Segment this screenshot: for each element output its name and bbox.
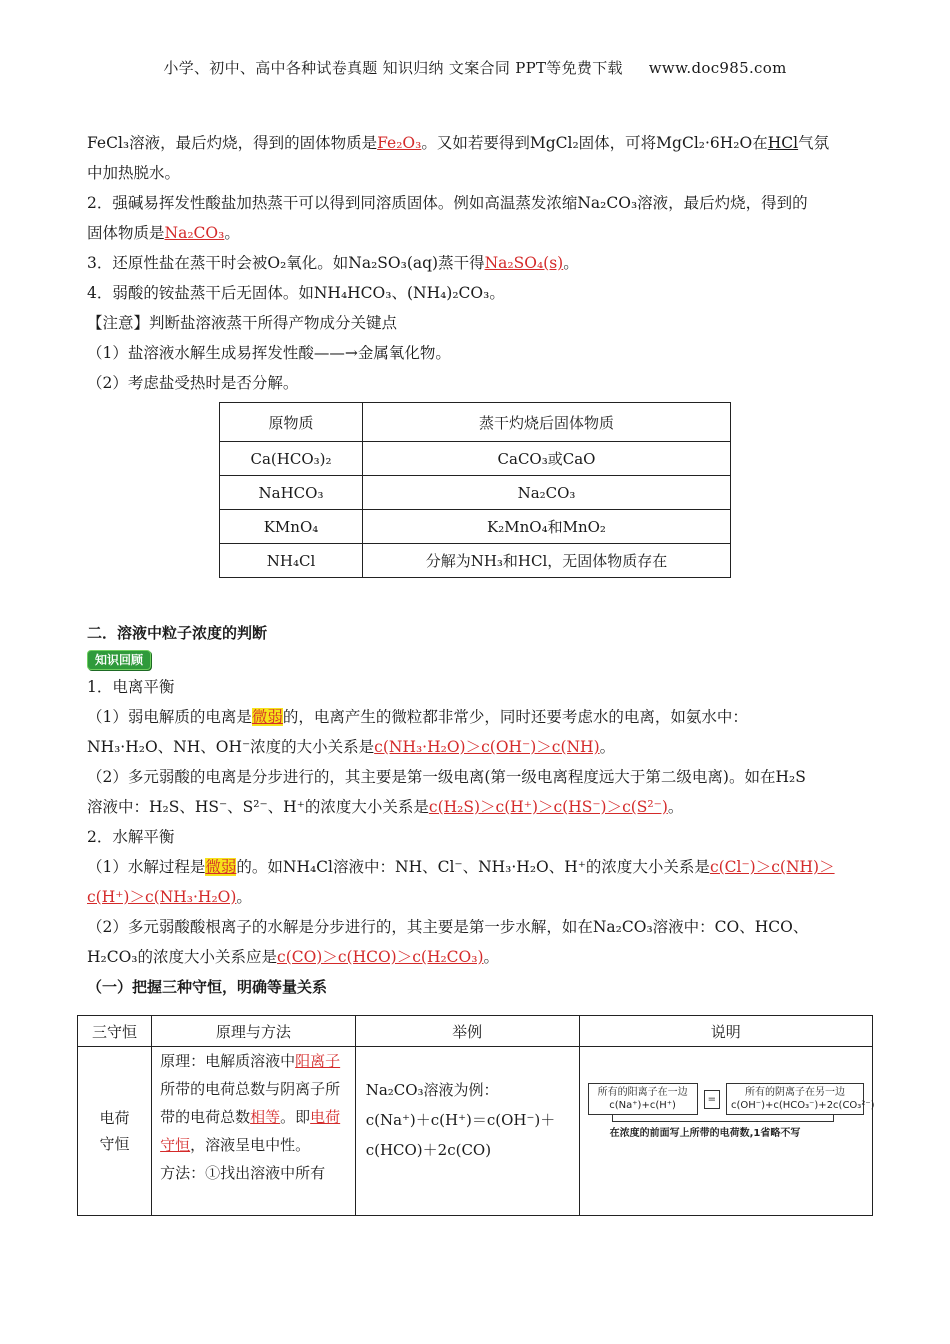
table-cell: Ca(HCO₃)₂	[220, 442, 363, 476]
answer-ammonia-order: c(NH₃·H₂O)＞c(OH⁻)＞c(NH)	[374, 738, 600, 756]
hydrolysis-1-cont	[87, 882, 867, 912]
conservation-table	[77, 1015, 873, 1216]
text: NH₃·H₂O、NH、OH⁻浓度的大小关系是	[87, 738, 375, 756]
table-header-cell: 原理与方法	[152, 1016, 356, 1047]
charge-conservation-name	[78, 1047, 152, 1216]
subheading-ionization: 1．电离平衡	[87, 678, 175, 696]
answer-nh4cl-order: c(Cl⁻)＞c(NH)＞	[709, 858, 835, 876]
paragraph-1-cont: 中加热脱水。	[87, 164, 181, 182]
table-cell: Na₂CO₃	[363, 476, 731, 510]
text: c(HCO)＋2c(CO)	[365, 1141, 492, 1159]
table-header-row	[220, 403, 731, 442]
table-header-cell: 举例	[355, 1016, 579, 1047]
text: c(OH⁻)+c(HCO₃⁻)+2c(CO₃²⁻)	[731, 1100, 875, 1111]
header-url[interactable]: www.doc985.com	[648, 59, 787, 77]
text: Na₂CO₃溶液为例：	[365, 1081, 499, 1099]
text: 3．还原性盐在蒸干时会被O₂氧化。如Na₂SO₃(aq)蒸干得	[87, 254, 485, 272]
knowledge-review-badge: 知识回顾	[87, 650, 151, 670]
highlight-weak: 微弱	[251, 708, 283, 726]
text: 。	[667, 798, 684, 816]
table-row	[78, 1047, 873, 1216]
main-content	[87, 128, 867, 398]
table-row	[220, 544, 731, 578]
note-1: （1）盐溶液水解生成易挥发性酸——→金属氧化物。	[87, 344, 451, 362]
ionization-1	[87, 702, 867, 732]
table-header-cell: 原物质	[220, 403, 363, 442]
table-cell: NH₄Cl	[220, 544, 363, 578]
note-2: （2）考虑盐受热时是否分解。	[87, 374, 299, 392]
page-header	[0, 57, 950, 78]
ionization-1-cont	[87, 732, 867, 762]
table-cell: NaHCO₃	[220, 476, 363, 510]
text: 溶液中：H₂S、HS⁻、S²⁻、H⁺的浓度大小关系是	[87, 798, 429, 816]
text: 所有的阳离子在一边	[597, 1087, 688, 1098]
paragraph-1	[87, 128, 867, 158]
text: 。即	[280, 1108, 311, 1126]
text: 所带的电荷总数与阴离子所带的电荷总数	[160, 1080, 341, 1126]
paragraph-2-cont	[87, 218, 867, 248]
principle-cell	[152, 1047, 356, 1216]
ionization-2: （2）多元弱酸的电离是分步进行的，其主要是第一级电离(第一级电离程度远大于第二级电离)。如在H₂S	[87, 768, 806, 786]
table-cell: CaCO₃或CaO	[363, 442, 731, 476]
answer-charge-conservation: 电荷守恒	[160, 1108, 341, 1154]
table-cell: KMnO₄	[220, 510, 363, 544]
text: H₂CO₃的浓度大小关系应是	[87, 948, 278, 966]
underlined-hcl: HCl	[767, 134, 799, 152]
answer-nh4cl-order-cont: c(H⁺)＞c(NH₃·H₂O)	[87, 888, 237, 906]
text: 。又如若要得到MgCl₂固体，可将MgCl₂·6H₂O在	[421, 134, 768, 152]
explanation-cell	[579, 1047, 875, 1216]
text: 2．强碱易挥发性酸盐加热蒸干可以得到同溶质固体。例如高温蒸发浓缩Na₂CO₃溶液，最后灼烧，得到的	[87, 194, 808, 212]
table-cell: 分解为NH₃和HCl，无固体物质存在	[363, 544, 731, 578]
answer-equal: 相等	[250, 1108, 281, 1126]
text: 。	[236, 888, 252, 906]
text: （1）弱电解质的电离是	[87, 708, 252, 726]
table-header-cell: 说明	[579, 1016, 872, 1047]
text: c(Na⁺)＋c(H⁺)＝c(OH⁻)＋	[365, 1111, 556, 1129]
answer-carbonate-order: c(CO)＞c(HCO)＞c(H₂CO₃)	[277, 948, 484, 966]
charge-balance-diagram	[588, 1083, 875, 1139]
table-header-cell: 蒸干灼烧后固体物质	[363, 403, 731, 442]
text: 。	[563, 254, 579, 272]
table-header-row	[78, 1016, 873, 1047]
table-row	[220, 476, 731, 510]
text: ，溶液呈电中性。	[190, 1136, 311, 1154]
answer-na2co3: Na₂CO₃	[164, 224, 225, 242]
diagram-note: 在浓度的前面写上所带的电荷数,1省略不写	[609, 1128, 801, 1139]
answer-fe2o3: Fe₂O₃	[377, 134, 422, 152]
brace-line	[612, 1115, 834, 1122]
text: 的，电离产生的微粒都非常少，同时还要考虑水的电离，如氨水中：	[282, 708, 748, 726]
text: c(Na⁺)+c(H⁺)	[609, 1100, 676, 1111]
text: 固体物质是	[87, 224, 165, 242]
table-row	[220, 510, 731, 544]
ionization-2-cont	[87, 792, 867, 822]
example-cell	[355, 1047, 579, 1216]
note-title: 【注意】判断盐溶液蒸干所得产物成分关键点	[87, 314, 398, 332]
text: 的。如NH₄Cl溶液中：NH、Cl⁻、NH₃·H₂O、H⁺的浓度大小关系是	[236, 858, 710, 876]
equals-box: =	[704, 1090, 720, 1109]
table-header-cell: 三守恒	[78, 1016, 152, 1047]
text: 气氛	[798, 134, 830, 152]
subheading-hydrolysis: 2．水解平衡	[87, 828, 175, 846]
text: 电荷守恒	[99, 1109, 130, 1153]
answer-na2so4: Na₂SO₄(s)	[484, 254, 564, 272]
paragraph-2	[87, 188, 867, 218]
cations-box	[588, 1083, 698, 1115]
text: 原理：电解质溶液中	[160, 1052, 296, 1070]
text: 方法：①找出溶液中所有	[160, 1164, 326, 1182]
text: （1）水解过程是	[87, 858, 206, 876]
text: 。	[599, 738, 616, 756]
header-text: 小学、初中、高中各种试卷真题 知识归纳 文案合同 PPT等免费下载	[163, 59, 623, 77]
answer-h2s-order: c(H₂S)＞c(H⁺)＞c(HS⁻)＞c(S²⁻)	[428, 798, 668, 816]
hydrolysis-2: （2）多元弱酸酸根离子的水解是分步进行的，其主要是第一步水解，如在Na₂CO₃溶液中：CO、HCO、	[87, 918, 809, 936]
paragraph-4: 4．弱酸的铵盐蒸干后无固体。如NH₄HCO₃、(NH₄)₂CO₃。	[87, 284, 505, 302]
hydrolysis-2-cont	[87, 942, 867, 972]
anions-box	[726, 1083, 875, 1115]
text: 。	[224, 224, 240, 242]
text: FeCl₃溶液，最后灼烧，得到的固体物质是	[87, 134, 378, 152]
paragraph-3	[87, 248, 867, 278]
section-title: 二．溶液中粒子浓度的判断	[87, 624, 268, 642]
table-row	[220, 442, 731, 476]
badge-row	[87, 648, 867, 670]
table-cell: K₂MnO₄和MnO₂	[363, 510, 731, 544]
answer-cation: 阳离子	[295, 1052, 341, 1070]
hydrolysis-1	[87, 852, 867, 882]
conservation-title: （一）把握三种守恒，明确等量关系	[87, 978, 328, 996]
highlight-weak: 微弱	[205, 858, 237, 876]
text: 。	[483, 948, 500, 966]
text: 所有的阴离子在另一边	[745, 1087, 845, 1098]
section-2	[87, 618, 867, 1002]
evaporation-table	[219, 402, 731, 578]
